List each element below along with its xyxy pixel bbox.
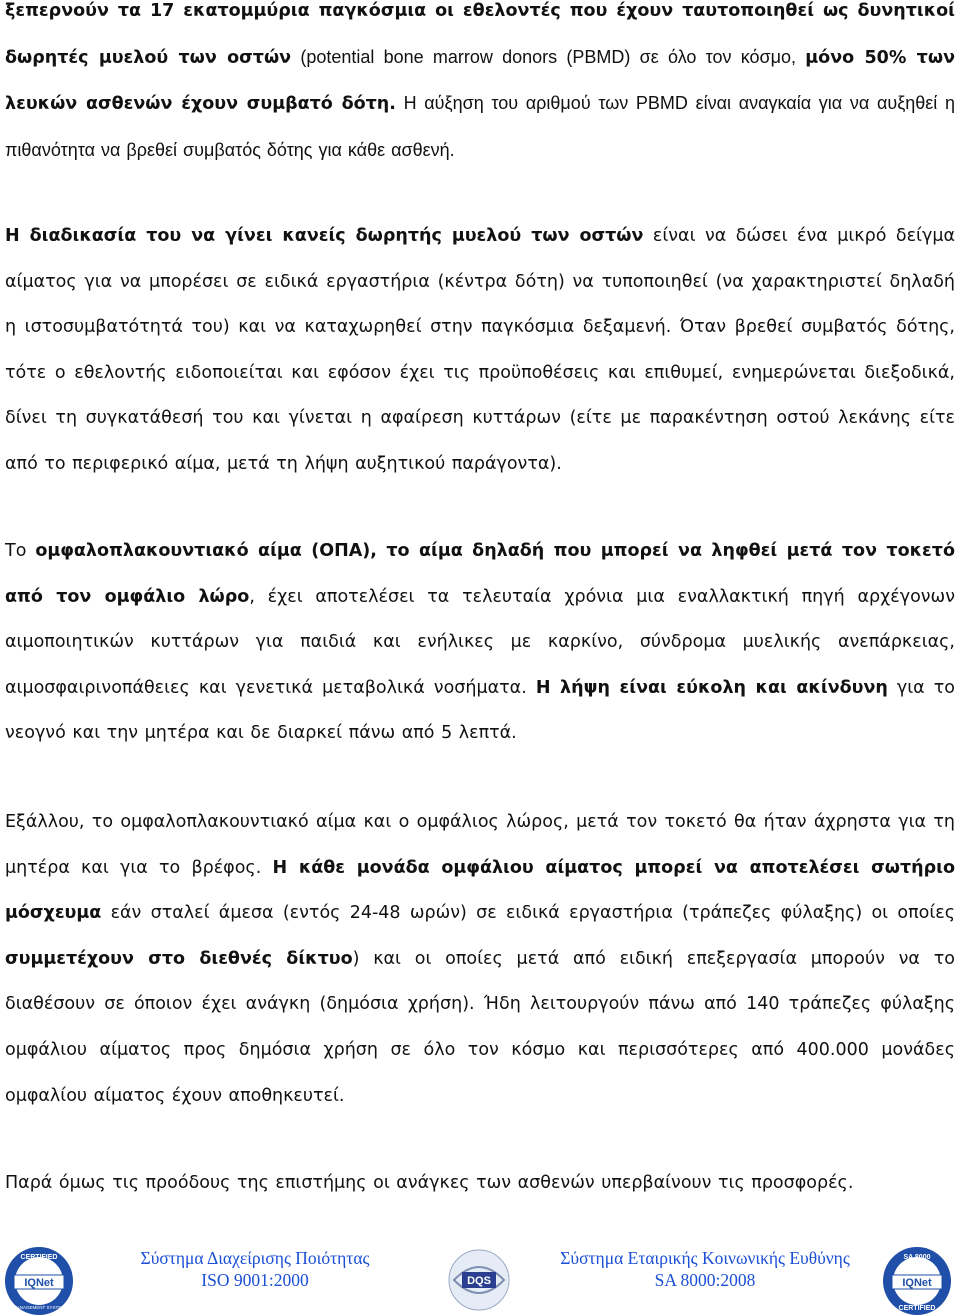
paragraph-conclusion [5, 1161, 955, 1207]
page-footer [0, 1240, 960, 1315]
compatible-donor-bold: μόνο 50% των λευκών ασθενών έχουν συμβατό δότη. [5, 47, 955, 115]
donor-process-text: είναι να δώσει ένα μικρό δείγμα αίματος για να μπορέσει σε ειδικά εργαστήρια (κέντρα δότη) να τυποποιηθεί (να χαρακτηριστεί δηλαδή η ιστοσυμβατότητά του) και να καταχωρηθεί στην παγκόσμια δεξαμενή. Όταν βρεθεί συμβατός δότης, τότε ο εθελοντής ειδοποιείται και εφόσον έχει τις προϋποθέσεις και επιθυμεί, ενημερώνεται διεξοδικά, δίνει τη συγκατάθεσή του και γίνεται η αφαίρεση κυττάρων (είτε με παρακέντηση οστού λεκάνης είτε από το περιφερικό αίμα, μετά τη λήψη αυξητικού παράγοντα). [5, 226, 955, 474]
social-responsibility-standard: SA 8000:2008 [654, 1270, 756, 1290]
quality-system-title: Σύστημα Διαχείρισης Ποιότητας [140, 1248, 370, 1268]
collection-safe-bold: Η λήψη είναι εύκολη και ακίνδυνη [535, 677, 888, 698]
units-text: εάν σταλεί άμεσα (εντός 24-48 ωρών) σε ειδικά εργαστήρια (τράπεζες φύλαξης) οι οποίες [101, 903, 955, 924]
cord-blood-intro: Το [5, 541, 36, 561]
units-lifesaving-bold: Η κάθε μονάδα ομφάλιου αίματος μπορεί να αποτελέσει σωτήριο μόσχευμα [5, 857, 955, 924]
social-responsibility-label [545, 1247, 865, 1291]
logo-left-sub: MANAGEMENT SYSTEM [13, 1305, 65, 1310]
paragraph-pbmd [5, 0, 955, 174]
units-intro: Εξάλλου, το ομφαλοπλακουντιακό αίμα και ο ομφάλιος λώρος, μετά τον τοκετό θα ήταν άχρηστα για τη μητέρα και για το βρέφος. [5, 812, 955, 878]
iqnet-certified-logo-left [0, 1245, 78, 1315]
paragraph-cord-blood [5, 529, 955, 757]
pbmd-increase-text: Η αύξηση του αριθμού των PBMD είναι αναγκαία για να αυξηθεί η πιθανότητα να βρεθεί συμβατός δότης για κάθε ασθενή. [5, 93, 955, 160]
social-responsibility-title: Σύστημα Εταιρικής Κοινωνικής Ευθύνης [560, 1248, 850, 1268]
cord-blood-definition: ομφαλοπλακουντιακό αίμα (ΟΠΑ), το αίμα δηλαδή που μπορεί να ληφθεί μετά τον τοκετό από τον ομφάλιο λώρο [5, 541, 955, 607]
paragraph-cord-blood-units [5, 800, 955, 1119]
logo-left-text: CERTIFIED [20, 1254, 58, 1261]
quality-system-standard: ISO 9001:2000 [201, 1270, 309, 1290]
cord-blood-end: για το νεογνό και την μητέρα και δε διαρκεί πάνω από 5 λεπτά. [5, 677, 955, 744]
logo-left-brand: IQNet [24, 1277, 54, 1289]
logo-right-brand: IQNet [902, 1277, 932, 1289]
pbmd-bold-text: ξεπερνούν τα 17 εκατομμύρια παγκόσμια οι εθελοντές που έχουν ταυτοποιηθεί ως δυνητικοί δωρητές μυελού των οστών [5, 1, 955, 68]
logo-right-sub: CERTIFIED [898, 1305, 936, 1312]
iqnet-certified-logo-right [878, 1245, 956, 1315]
donor-process-bold: Η διαδικασία του να γίνει κανείς δωρητής μυελού των οστών [5, 226, 644, 246]
cord-blood-text: , έχει αποτελέσει τα τελευταία χρόνια μια εναλλακτική πηγή αρχέγονων αιμοποιητικών κυττάρων για παιδιά και ενήλικες με καρκίνο, σύνδρομα μυελικής ανεπάρκειας, αιμοσφαιρινοπάθειες και γενετικά μεταβολικά νοσήματα. [5, 586, 955, 698]
quality-system-label [120, 1247, 390, 1291]
pbmd-text: (potential bone marrow donors (PBMD) σε όλο τον κόσμο, [291, 46, 806, 67]
logo-right-top: SA 8000 [903, 1254, 931, 1261]
international-network-bold: συμμετέχουν στο διεθνές δίκτυο [5, 948, 353, 969]
paragraph-donor-process [5, 214, 955, 488]
dqs-logo [440, 1244, 518, 1315]
svg-text:DQS: DQS [467, 1275, 491, 1287]
conclusion-text: Παρά όμως τις προόδους της επιστήμης οι ανάγκες των ασθενών υπερβαίνουν τις προσφορές. [5, 1173, 854, 1193]
units-end: ) και οι οποίες μετά από ειδική επεξεργασία μπορούν να το διαθέσουν σε όποιον έχει ανάγκη (δημόσια χρήση). Ήδη λειτουργούν πάνω από 140 τράπεζες φύλαξης ομφάλιου αίματος προς δημόσια χρήση σε όλο τον κόσμο και περισσότερες από 400.000 μονάδες ομφαλίου αίματος έχουν αποθηκευτεί. [5, 948, 955, 1106]
